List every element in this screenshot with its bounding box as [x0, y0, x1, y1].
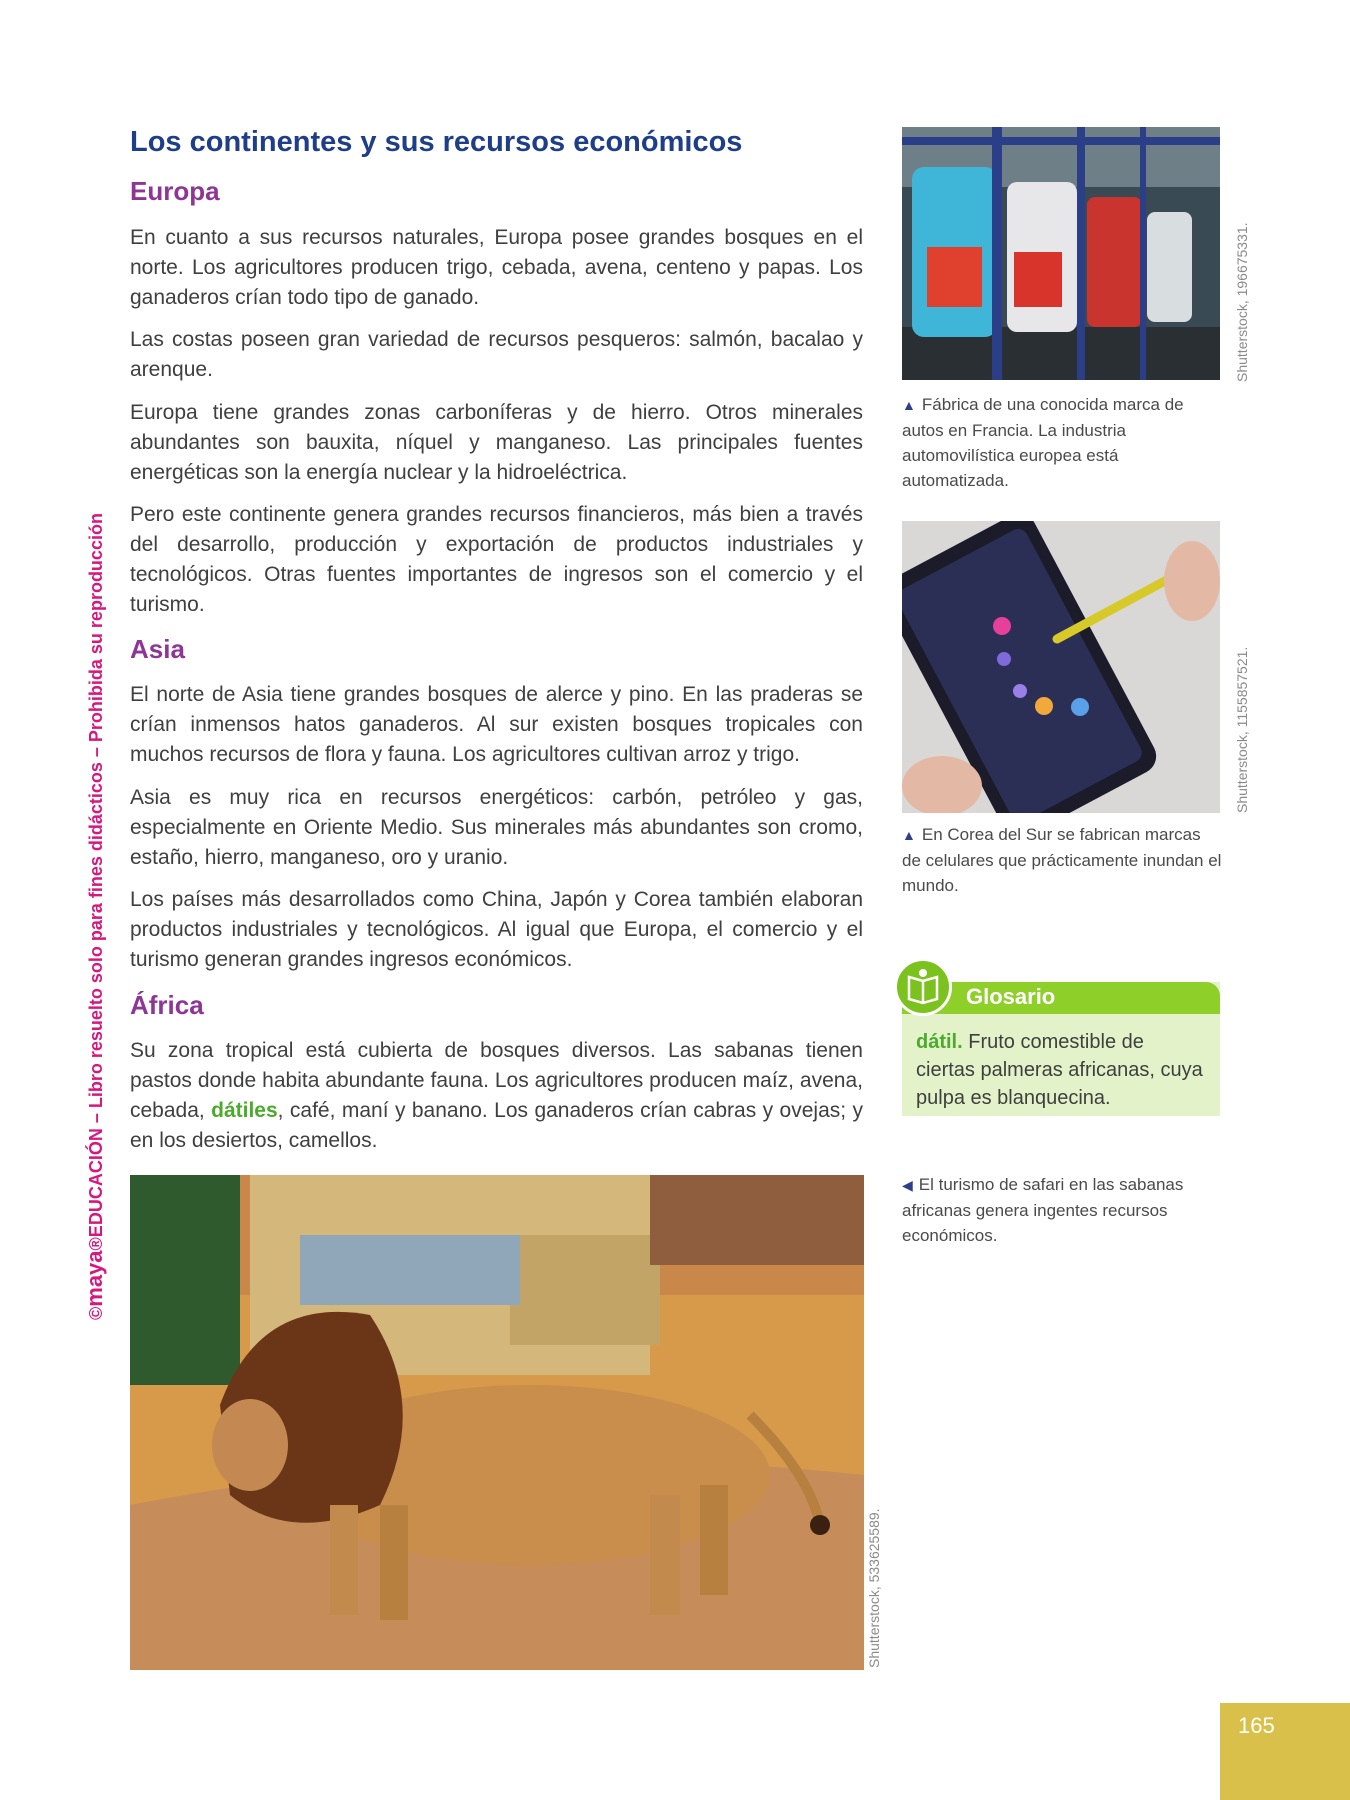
car-factory-caption-text: Fábrica de una conocida marca de autos en Francia. La industria automovilística europea está automatizada. [902, 395, 1184, 490]
car-factory-credit: Shutterstock, 196675331. [1234, 222, 1250, 382]
page-number: 165 [1238, 1713, 1275, 1738]
phone-caption-text: En Corea del Sur se fabrican marcas de celulares que prácticamente inundan el mundo. [902, 825, 1222, 895]
africa-text-before: Su zona tropical está cubierta de bosques diversos. Las sabanas tienen pastos donde habita abundante fauna. Los agricultores producen maíz, avena, cebada, [130, 1039, 863, 1122]
triangle-left-icon: ◀ [902, 1177, 913, 1193]
africa-text-after: , café, maní y banano. Los ganaderos crían cabras y ovejas; y en los desiertos, camellos. [130, 1099, 863, 1152]
glossary-definition [916, 1028, 1208, 1112]
glossary-box [902, 982, 1220, 1116]
lion-caption [902, 1172, 1222, 1248]
phone-caption [902, 822, 1222, 898]
phone-photo [902, 521, 1220, 813]
glossary-term: dátil. [916, 1031, 963, 1053]
triangle-up-icon: ▲ [902, 397, 916, 413]
section-heading-africa: África [130, 990, 204, 1020]
car-factory-caption [902, 392, 1222, 493]
section-heading-asia: Asia [130, 634, 185, 664]
triangle-up-icon: ▲ [902, 827, 916, 843]
phone-credit: Shutterstock, 1155857521. [1234, 646, 1250, 813]
europa-paragraph-1: En cuanto a sus recursos naturales, Europa posee grandes bosques en el norte. Los agricultores producen trigo, cebada, avena, centeno y papas. Los ganaderos crían todo tipo de ganado. [130, 226, 863, 309]
glossary-link-datiles[interactable]: dátiles [211, 1099, 278, 1122]
side-copyright-notice [82, 320, 108, 1320]
europa-paragraph-3: Europa tiene grandes zonas carboníferas y de hierro. Otros minerales abundantes son bauxita, níquel y manganeso. Las principales fuentes energéticas son la energía nuclear y la hidroeléctrica. [130, 401, 863, 484]
glossary-definition-text: Fruto comestible de ciertas palmeras africanas, cuya pulpa es blanquecina. [916, 1031, 1203, 1109]
asia-paragraph-3: Los países más desarrollados como China, Japón y Corea también elaboran productos industriales y tecnológicos. Al igual que Europa, el comercio y el turismo generan grandes ingresos económicos. [130, 888, 863, 971]
europa-paragraph-4: Pero este continente genera grandes recursos financieros, más bien a través del desarrollo, producción y exportación de productos industriales y tecnológicos. Otras fuentes importantes de ingresos son el comercio y el turismo. [130, 503, 863, 616]
asia-paragraph-2: Asia es muy rica en recursos energéticos: carbón, petróleo y gas, especialmente en Oriente Medio. Sus minerales más abundantes son cromo, estaño, hierro, manganeso, oro y uranio. [130, 786, 863, 869]
section-heading-europa: Europa [130, 176, 220, 206]
glossary-title: Glosario [966, 984, 1056, 1009]
car-factory-photo [902, 127, 1220, 380]
lion-caption-text: El turismo de safari en las sabanas africanas genera ingentes recursos económicos. [902, 1175, 1184, 1245]
registered-symbol: ® [86, 1237, 106, 1251]
brand-logo-text: maya [82, 1250, 107, 1307]
book-icon [894, 958, 952, 1016]
asia-paragraph-1: El norte de Asia tiene grandes bosques de alerce y pino. En las praderas se crían inmensos hatos ganaderos. Al sur existen bosques tropicales con muchos recursos de flora y fauna. Los agricultores cultivan arroz y trigo. [130, 683, 863, 766]
page-title: Los continentes y sus recursos económicos [130, 126, 743, 158]
copyright-symbol: © [86, 1306, 106, 1320]
lion-safari-photo [130, 1175, 864, 1670]
europa-paragraph-2: Las costas poseen gran variedad de recursos pesqueros: salmón, bacalao y arenque. [130, 328, 863, 381]
page-number-box [1220, 1703, 1350, 1800]
lion-credit: Shutterstock, 533625589. [866, 1508, 882, 1668]
africa-paragraph [130, 1036, 863, 1156]
copyright-text: EDUCACIÓN – Libro resuelto solo para fines didácticos – Prohibida su reproducción [86, 513, 106, 1238]
